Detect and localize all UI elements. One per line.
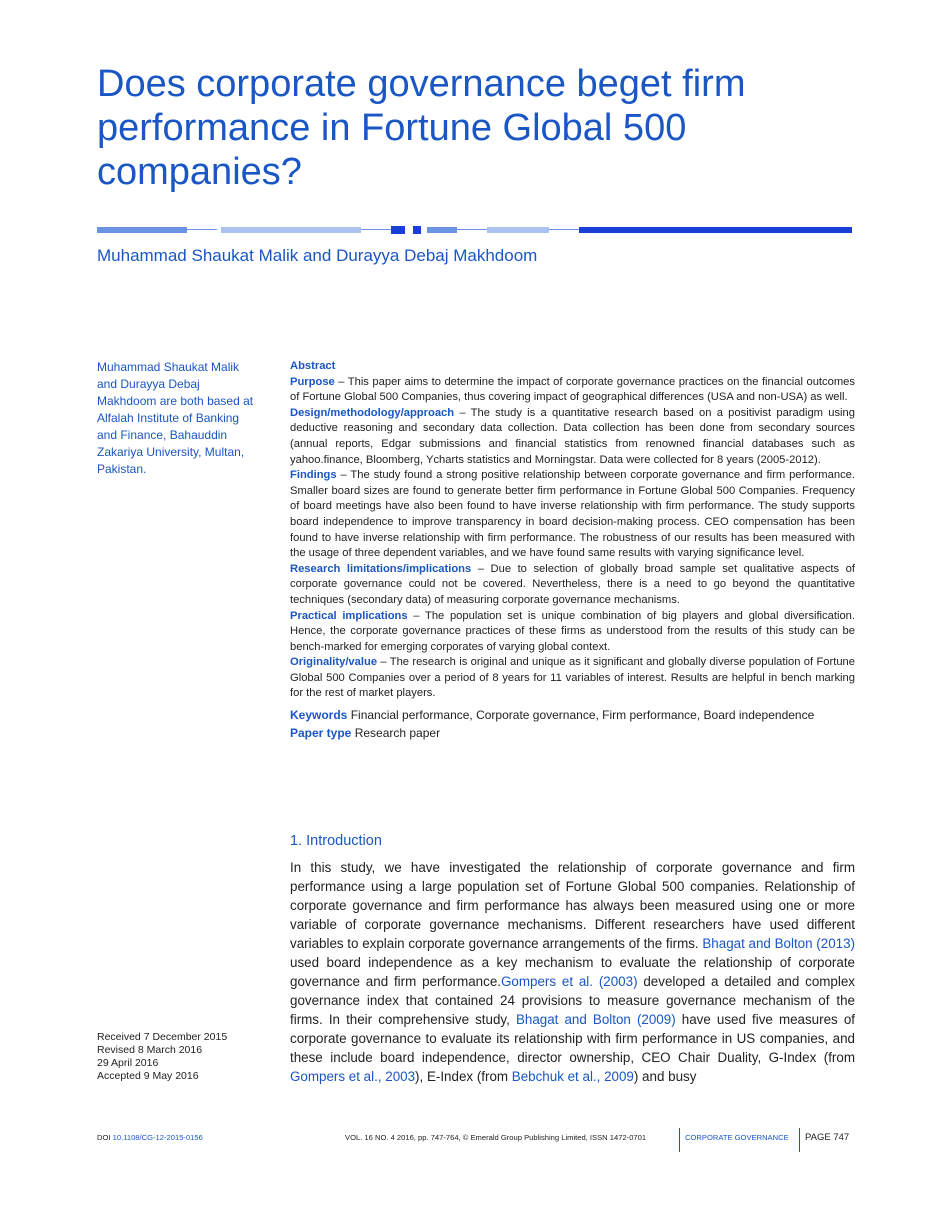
decorative-rule [97, 226, 852, 234]
author-line: Muhammad Shaukat Malik and Durayya Debaj Makhdoom [97, 246, 538, 265]
article-title: Does corporate governance beget firm performance in Fortune Global 500 companies? [97, 63, 746, 193]
abstract-research-limitations: Research limitations/implications – Due to selection of globally broad sample set qualitative aspects of corporate governance could not be covered. Nevertheless, there is a need to go beyond the quantitative techniques (secondary data) of measuring corporate governance mechanisms. [290, 562, 855, 606]
doi: DOI 10.1108/CG-12-2015-0156 [97, 1133, 203, 1142]
citation-link[interactable]: Bhagat and Bolton (2013) [702, 936, 855, 951]
article-dates [97, 1031, 227, 1083]
abstract-originality: Originality/value – The research is original and unique as it significant and globally diverse population of Fortune Global 500 Companies over a period of 8 years for 11 variables of interest. Results are helpful in bench marking for the rest of market players. [290, 656, 855, 700]
date-revised-second: 29 April 2016 [97, 1057, 159, 1069]
date-received: Received 7 December 2015 [97, 1031, 228, 1043]
section-heading-introduction: 1. Introduction [290, 833, 382, 849]
keywords: Keywords Financial performance, Corporate governance, Firm performance, Board independence [290, 708, 815, 723]
paper-type: Paper type Research paper [290, 726, 441, 741]
doi-link[interactable]: 10.1108/CG-12-2015-0156 [112, 1133, 203, 1142]
abstract-design: Design/methodology/approach – The study is a quantitative research based on a positivist paradigm using deductive reasoning and secondary data collection. Data collection has been done from secondary sources (annual reports, Edgar submissions and financial statistics from renowned financial databases such as yahoo.finance, Bloomberg, Ycharts statistics and Morningstar. Data were collected for 8 years (2005-2012). [290, 406, 855, 466]
citation-link[interactable]: Bebchuk et al., 2009 [511, 1069, 634, 1084]
abstract-findings: Findings – The study found a strong positive relationship between corporate governance and firm performance. Smaller board sizes are found to generate better firm performance in Fortune Global 500 Companies. Frequency of board meetings have also been found to have inverse relationship with firm performance. The study supports board independence to improve transparency in board decision-making process. CEO compensation has been found to have inverse relationship with firm performance. The robustness of our results has been measured with the usage of three dependent variables, and we have found same results with varying significance level. [290, 469, 855, 560]
introduction-paragraph: In this study, we have investigated the relationship of corporate governance and firm performance using a large population set of Fortune Global 500 companies. Relationship of corporate governance and firm performance has always been measured using one or more variable of corporate governance mechanisms. Different researchers have used different variables to explain corporate governance arrangements of the firms. Bhagat and Bolton (2013) used board independence as a key mechanism to evaluate the relationship of corporate governance and firm performance.Gompers et al. (2003) developed a detailed and complex governance index that contained 24 provisions to measure governance mechanism of the firms. In their comprehensive study, Bhagat and Bolton (2009) have used five measures of corporate governance to evaluate its relationship with firm performance in US companies, and these include board independence, director ownership, CEO Chair Duality, G-Index (from Gompers et al., 2003), E-Index (from Bebchuk et al., 2009) and busy [290, 860, 855, 1084]
citation-link[interactable]: Gompers et al. (2003) [500, 974, 638, 989]
footer-divider [679, 1128, 680, 1152]
volume-info: VOL. 16 NO. 4 2016, pp. 747-764, © Emerald Group Publishing Limited, ISSN 1472-0701 [345, 1133, 647, 1142]
date-accepted: Accepted 9 May 2016 [97, 1070, 199, 1082]
date-revised: Revised 8 March 2016 [97, 1044, 203, 1056]
abstract-practical-implications: Practical implications – The population set is unique combination of big players and global diversification. Hence, the corporate governance practices of these firms as understood from the results of this study can be bench-marked for emerging corporates of varying global context. [290, 609, 856, 653]
page-number: PAGE 747 [805, 1132, 850, 1143]
abstract-heading: Abstract [290, 360, 336, 372]
abstract-purpose: Purpose – This paper aims to determine the impact of corporate governance practices on the financial outcomes of Fortune Global 500 Companies, thus covering impact of geographical differences (USA and non-USA) as well. [290, 375, 855, 404]
abstract [290, 359, 855, 742]
footer-divider [799, 1128, 800, 1152]
citation-link[interactable]: Gompers et al., 2003 [290, 1069, 416, 1084]
journal-name: CORPORATE GOVERNANCE [685, 1133, 789, 1142]
citation-link[interactable]: Bhagat and Bolton (2009) [515, 1012, 676, 1027]
author-affiliation: Muhammad Shaukat Malik and Durayya Debaj Makhdoom are both based at Alfalah Institute of Banking and Finance, Bahauddin Zakariya University, Multan, Pakistan. [97, 360, 254, 476]
page-footer [97, 1128, 855, 1154]
